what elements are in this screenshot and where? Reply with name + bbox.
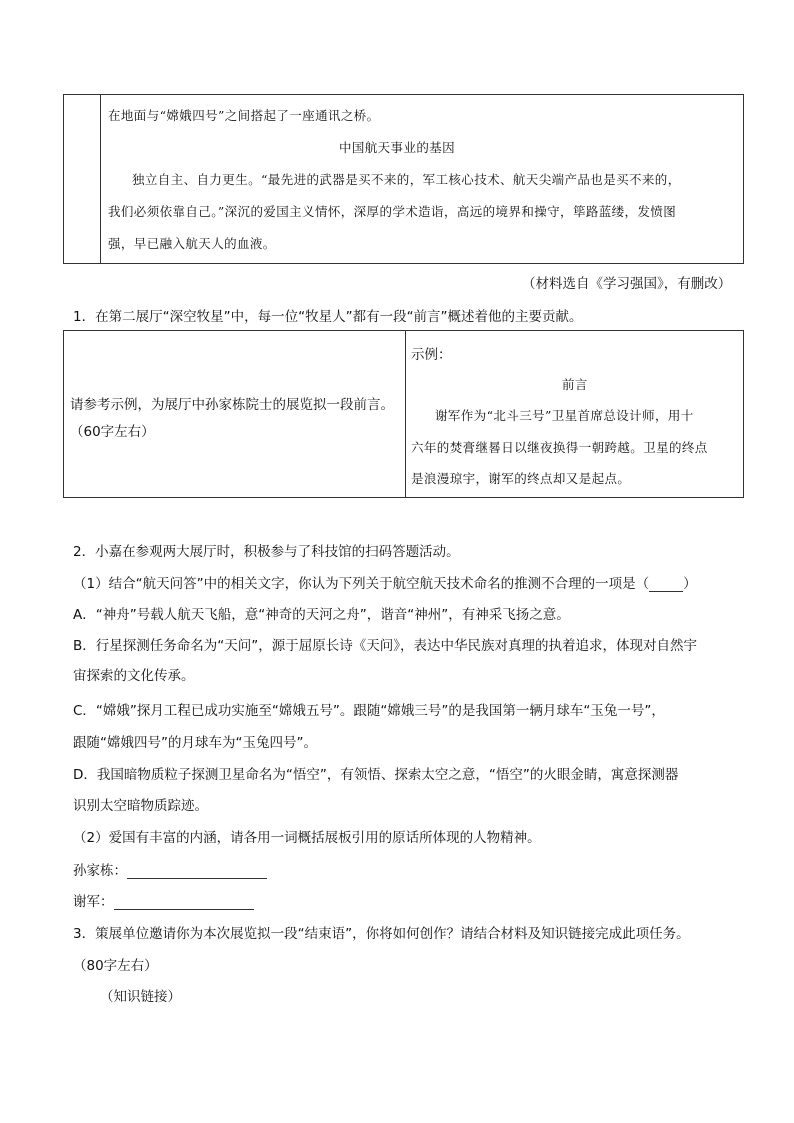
q2-sub1-text: （1）结合“航天问答”中的相关文字，你认为下列关于航空航天技术命名的推测不合理的一项是（ (73, 576, 650, 592)
q2-sub1 (73, 572, 697, 592)
excerpt-box-divider (100, 95, 101, 263)
q3-limit: （80字左右） (73, 958, 158, 974)
excerpt-heading: 中国航天事业的基因 (338, 140, 456, 155)
q2-name-1-blank[interactable] (127, 878, 267, 879)
q1-stem: 1．在第二展厅“深空牧星”中，每一位“牧星人”都有一段“前言”概述着他的主要贡献。 (73, 309, 583, 325)
q3-stem: 3．策展单位邀请你为本次展览拟一段“结束语”，你将如何创作？请结合材料及知识链接完成此项任务。 (73, 926, 690, 942)
example-line-3: 是浪漫琼宇，谢军的终点却又是起点。 (411, 471, 631, 486)
q3-knowledge-link: （知识链接） (100, 989, 181, 1005)
q2-answer-blank[interactable] (649, 591, 683, 592)
q2-name-1-row (73, 859, 267, 879)
q1-instruction: 请参考示例，为展厅中孙家栋院士的展览拟一段前言。 (70, 397, 394, 413)
q1-table-divider (405, 331, 406, 497)
q2-option-c-line-2: 跟随“嫦娥四号”的月球车为“玉兔四号”。 (73, 735, 317, 751)
q1-word-limit: （60字左右） (70, 424, 155, 440)
q2-name-2-row (73, 890, 254, 910)
q2-stem: 2．小嘉在参观两大展厅时，积极参与了科技馆的扫码答题活动。 (73, 544, 460, 560)
q2-sub1-end: ） (683, 576, 697, 592)
example-title: 前言 (562, 377, 588, 392)
q2-name-2-blank[interactable] (114, 909, 254, 910)
q2-name-1: 孙家栋： (73, 863, 127, 879)
excerpt-para-line-2: 我们必须依靠自己。”深沉的爱国主义情怀，深厚的学术造诣，高远的境界和操守，筚路蓝缕，发愤图 (108, 204, 677, 219)
q2-sub2: （2）爱国有丰富的内涵，请各用一词概括展板引用的原话所体现的人物精神。 (73, 830, 541, 846)
q2-name-2: 谢军： (73, 894, 114, 910)
source-note: （材料选自《学习强国》，有删改） (522, 276, 732, 292)
example-label: 示例： (411, 347, 452, 363)
example-line-2: 六年的焚膏继晷日以继夜换得一朝跨越。卫星的终点 (411, 440, 708, 455)
q2-option-b-line-1: B．行星探测任务命名为“天问”，源于屈原长诗《天问》，表达中华民族对真理的执着追求，体现对自然宇 (73, 638, 697, 654)
q2-option-d-line-1: D．我国暗物质粒子探测卫星命名为“悟空”，有领悟、探索太空之意，“悟空”的火眼金睛，寓意探测器 (73, 767, 679, 783)
q2-option-b-line-2: 宙探索的文化传承。 (73, 668, 195, 684)
q2-option-d-line-2: 识别太空暗物质踪迹。 (73, 798, 208, 814)
example-line-1: 谢军作为“北斗三号”卫星首席总设计师，用十 (435, 408, 694, 423)
q2-option-c-line-1: C．“嫦娥”探月工程已成功实施至“嫦娥五号”。跟随“嫦娥三号”的是我国第一辆月球车“玉兔一号”， (73, 703, 665, 719)
excerpt-line-1: 在地面与“嫦娥四号”之间搭起了一座通讯之桥。 (108, 108, 380, 123)
q2-option-a: A．“神舟”号载人航天飞船，意“神奇的天河之舟”，谐音“神州”，有神采飞扬之意。 (73, 607, 570, 623)
excerpt-para-line-1: 独立自主、自力更生。“最先进的武器是买不来的，军工核心技术、航天尖端产品也是买不来的， (132, 172, 681, 187)
excerpt-para-line-3: 强，早已融入航天人的血液。 (108, 236, 276, 251)
